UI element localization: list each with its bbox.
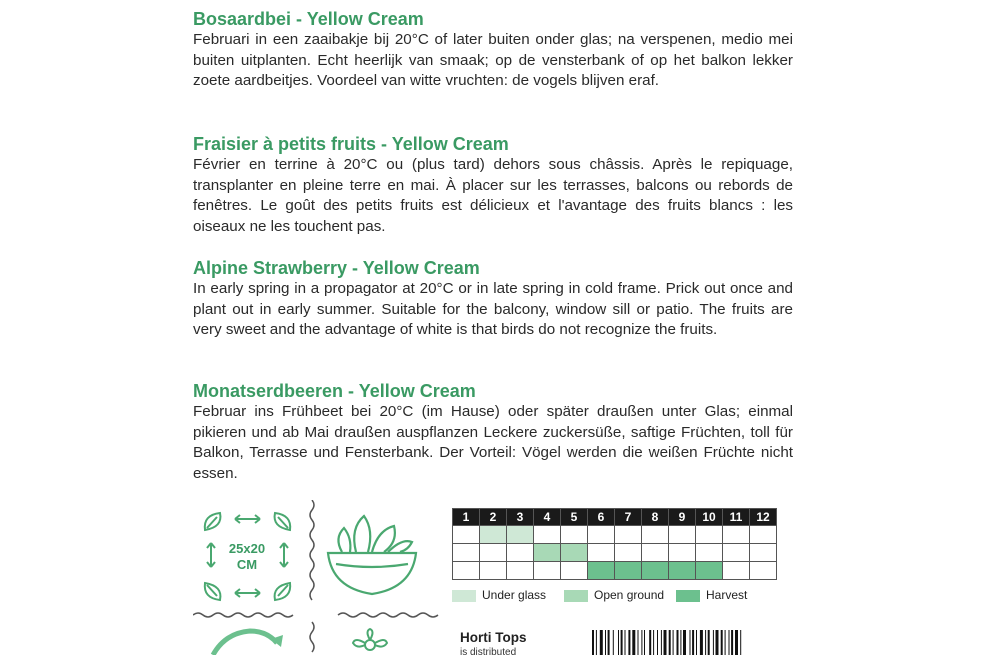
barcode-bar — [638, 630, 639, 655]
barcode-bar — [664, 630, 667, 655]
salad-bowl-icon — [322, 508, 422, 603]
calendar-cell — [534, 562, 561, 580]
barcode — [592, 630, 792, 655]
calendar-cell — [669, 544, 696, 562]
barcode-bar — [653, 630, 654, 655]
barcode-bar — [716, 630, 719, 655]
barcode-bar — [641, 630, 642, 655]
barcode-bar — [596, 630, 597, 655]
barcode-bar — [649, 630, 651, 655]
section-french — [193, 133, 793, 237]
section-dutch — [193, 8, 793, 92]
month-header: 12 — [750, 509, 777, 526]
spacing-size: 25x20 — [228, 541, 266, 556]
calendar-cell — [588, 526, 615, 544]
calendar-cell — [534, 526, 561, 544]
barcode-bar — [628, 630, 630, 655]
calendar-cell — [534, 544, 561, 562]
barcode-bar — [713, 630, 714, 655]
calendar-cell — [669, 526, 696, 544]
month-header: 2 — [480, 509, 507, 526]
month-header: 3 — [507, 509, 534, 526]
calendar-cell — [615, 526, 642, 544]
section-german — [193, 380, 793, 484]
calendar-cell — [696, 562, 723, 580]
calendar-cell — [669, 562, 696, 580]
month-header: 4 — [534, 509, 561, 526]
legend-under-glass: Under glass — [452, 588, 546, 602]
month-header: 5 — [561, 509, 588, 526]
flower-icon — [345, 627, 395, 655]
calendar-cell — [750, 544, 777, 562]
sowing-calendar — [452, 508, 777, 580]
calendar-cell — [615, 562, 642, 580]
calendar-cell — [723, 562, 750, 580]
section-title: Alpine Strawberry - Yellow Cream — [193, 258, 480, 278]
section-title: Monatserdbeeren - Yellow Cream — [193, 381, 476, 401]
barcode-bar — [632, 630, 635, 655]
barcode-bar — [621, 630, 623, 655]
barcode-bar — [725, 630, 726, 655]
barcode-bar — [613, 630, 614, 655]
calendar-cell — [642, 526, 669, 544]
barcode-bar — [608, 630, 610, 655]
barcode-bar — [735, 630, 738, 655]
calendar-cell — [507, 544, 534, 562]
barcode-bar — [708, 630, 710, 655]
calendar-cell — [561, 526, 588, 544]
calendar-cell — [750, 562, 777, 580]
month-header: 1 — [453, 509, 480, 526]
section-text: Février en terrine à 20°C ou (plus tard) dehors sous châssis. Après le repiquage, transplanter en pleine terre en mai. À placer sur les terrasses, balcons ou rebords de fenêtres. Le goût des petits fruits est délicieux et l'avantage des fruits blancs : les oiseaux ne les touchent pas. — [193, 156, 793, 235]
calendar-cell — [615, 544, 642, 562]
barcode-bar — [669, 630, 671, 655]
calendar-cell — [750, 526, 777, 544]
calendar-cell — [561, 562, 588, 580]
section-title: Bosaardbei - Yellow Cream — [193, 9, 424, 29]
barcode-bar — [705, 630, 706, 655]
barcode-bar — [618, 630, 619, 655]
barcode-bar — [700, 630, 703, 655]
calendar-cell — [642, 544, 669, 562]
calendar-cell — [480, 562, 507, 580]
calendar-cell — [507, 526, 534, 544]
barcode-bar — [690, 630, 691, 655]
section-title: Fraisier à petits fruits - Yellow Cream — [193, 134, 509, 154]
barcode-bar — [657, 630, 658, 655]
month-header: 11 — [723, 509, 750, 526]
barcode-bar — [661, 630, 662, 655]
brand-subtext: is distributed — [460, 647, 517, 658]
section-text: Februar ins Frühbeet bei 20°C (im Hause) oder später draußen unter Glas; einmal pikieren und ab Mai draußen auspflanzen Leckere zuckersüße, saftige Früchten, toll für Balkon, Terrasse und Fensterbank. Der Vorteil: Vögel werden die weißen Früchte nicht essen. — [193, 403, 793, 482]
barcode-bar — [731, 630, 733, 655]
section-text: In early spring in a propagator at 20°C or in late spring in cold frame. Prick out once and plant out in early summer. Suitable for the balcony, window sill or patio. The fruits are very sweet and the advantage of white is that birds do not recognize the fruits. — [193, 280, 793, 338]
cycle-icon — [205, 625, 295, 655]
calendar-cell — [453, 544, 480, 562]
barcode-bar — [721, 630, 723, 655]
legend-harvest: Harvest — [676, 588, 747, 602]
barcode-bar — [673, 630, 674, 655]
month-header: 10 — [696, 509, 723, 526]
brand-name: Horti Tops — [460, 630, 527, 645]
calendar-cell — [723, 526, 750, 544]
barcode-bar — [683, 630, 686, 655]
barcode-bar — [696, 630, 697, 655]
calendar-cell — [588, 544, 615, 562]
calendar-cell — [453, 562, 480, 580]
month-header: 7 — [615, 509, 642, 526]
barcode-bar — [605, 630, 606, 655]
month-header: 6 — [588, 509, 615, 526]
calendar-cell — [588, 562, 615, 580]
calendar-cell — [642, 562, 669, 580]
calendar-cell — [696, 526, 723, 544]
barcode-bar — [692, 630, 694, 655]
calendar-cell — [723, 544, 750, 562]
barcode-bar — [740, 630, 741, 655]
barcode-bar — [592, 630, 594, 655]
calendar-cell — [480, 526, 507, 544]
spacing-label — [222, 541, 272, 573]
barcode-bar — [677, 630, 679, 655]
barcode-bar — [680, 630, 681, 655]
section-english — [193, 257, 793, 341]
calendar-cell — [480, 544, 507, 562]
calendar-cell — [696, 544, 723, 562]
barcode-bar — [600, 630, 603, 655]
wavy-divider-vertical — [305, 500, 319, 655]
month-header: 9 — [669, 509, 696, 526]
wavy-divider-horizontal — [193, 610, 443, 620]
barcode-bar — [644, 630, 645, 655]
month-header: 8 — [642, 509, 669, 526]
calendar-cell — [453, 526, 480, 544]
barcode-bar — [729, 630, 730, 655]
barcode-bar — [625, 630, 626, 655]
legend-open-ground: Open ground — [564, 588, 664, 602]
spacing-unit: CM — [236, 557, 258, 572]
calendar-cell — [561, 544, 588, 562]
section-text: Februari in een zaaibakje bij 20°C of later buiten onder glas; na verspenen, medio mei buiten uitplanten. Echt heerlijk van smaak; op de vensterbank of op het balkon lekker zoete aardbeitjes. Voordeel van witte vruchten: de vogels blijven eraf. — [193, 31, 793, 89]
calendar-cell — [507, 562, 534, 580]
